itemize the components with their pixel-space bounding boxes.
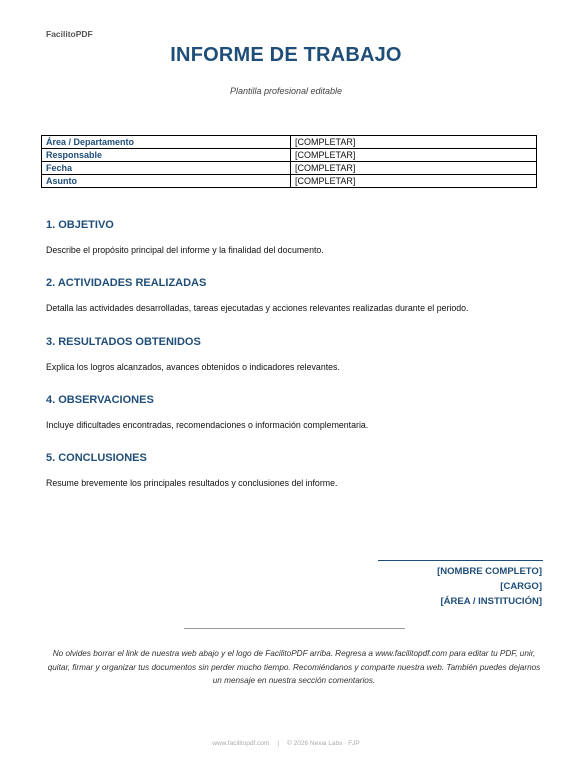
footer-separator: | (277, 740, 280, 747)
section-objetivo (46, 219, 536, 256)
info-value: [COMPLETAR] (291, 162, 537, 175)
section-heading: 2. ACTIVIDADES REALIZADAS (46, 277, 207, 289)
section-text: Detalla las actividades desarrolladas, tareas ejecutadas y acciones relevantes realizadas durante el periodo. (46, 303, 469, 313)
info-label: Área / Departamento (42, 136, 291, 149)
signature-position: [CARGO] (500, 581, 542, 592)
brand-logo-text: FacilitoPDF (46, 29, 93, 39)
info-value: [COMPLETAR] (291, 175, 537, 188)
section-heading: 3. RESULTADOS OBTENIDOS (46, 336, 201, 348)
table-row (42, 136, 537, 149)
info-value: [COMPLETAR] (291, 136, 537, 149)
section-conclusiones (46, 452, 536, 489)
editor-note: No olvides borrar el link de nuestra web abajo y el logo de FacilitoPDF arriba. Regresa a www.facilitopdf.com para editar tu PDF, unir, quitar, firmar y organizar tus documentos sin perder mucho tiempo. Recomiéndanos y comparte nuestra web. También puedes dejarnos un mensaje en nuestra sección comentarios. (47, 649, 541, 685)
divider (184, 628, 405, 629)
signature-line (378, 560, 543, 561)
section-text: Incluye dificultades encontradas, recomendaciones o información complementaria. (46, 420, 369, 430)
info-label: Asunto (42, 175, 291, 188)
page-footer (0, 740, 572, 747)
page-title: INFORME DE TRABAJO (170, 44, 402, 66)
section-heading: 1. OBJETIVO (46, 219, 114, 231)
footer-website-link[interactable]: www.facilitopdf.com (212, 740, 270, 747)
table-row (42, 175, 537, 188)
section-text: Resume brevemente los principales resultados y conclusiones del informe. (46, 478, 338, 488)
section-heading: 5. CONCLUSIONES (46, 452, 147, 464)
page-subtitle: Plantilla profesional editable (229, 86, 343, 96)
info-label: Fecha (42, 162, 291, 175)
info-table (41, 135, 537, 188)
table-row (42, 149, 537, 162)
section-resultados (46, 336, 536, 373)
signature-name: [NOMBRE COMPLETO] (437, 566, 542, 577)
info-value: [COMPLETAR] (291, 149, 537, 162)
footer-copyright: © 2026 Nexia Labs · FJP (287, 740, 360, 747)
info-label: Responsable (42, 149, 291, 162)
section-text: Describe el propósito principal del informe y la finalidad del documento. (46, 245, 324, 255)
section-text: Explica los logros alcanzados, avances obtenidos o indicadores relevantes. (46, 362, 340, 372)
section-observaciones (46, 394, 536, 431)
signature-institution: [ÁREA / INSTITUCIÓN] (440, 596, 542, 607)
section-heading: 4. OBSERVACIONES (46, 394, 154, 406)
table-row (42, 162, 537, 175)
section-actividades (46, 277, 536, 314)
